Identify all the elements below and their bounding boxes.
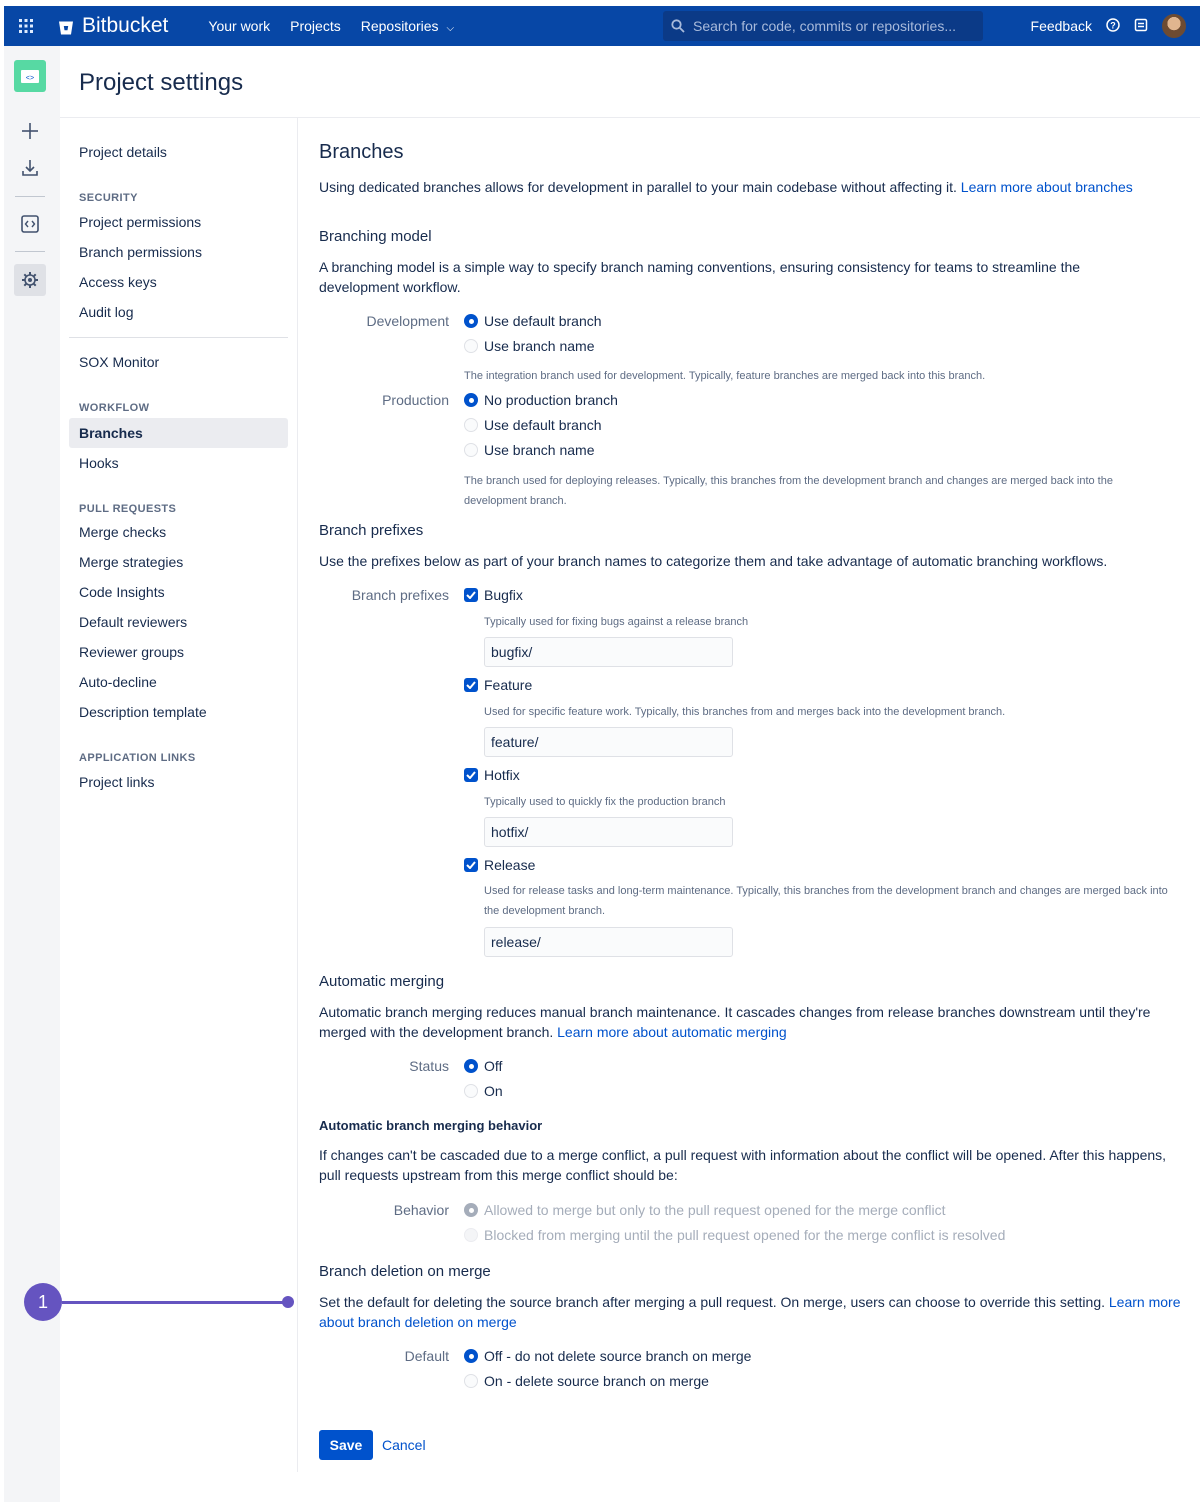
deletion-off-label: Off - do not delete source branch on merge	[484, 1348, 752, 1364]
deletion-on-option[interactable]	[464, 1373, 709, 1389]
sidebar-item-project-permissions[interactable]: Project permissions	[79, 214, 202, 230]
branches-intro-text: Using dedicated branches allows for development in parallel to your main codebase without affecting it.	[319, 179, 957, 195]
radio-unchecked[interactable]	[464, 443, 478, 457]
nav-projects[interactable]: Projects	[290, 18, 341, 34]
status-on-label: On	[484, 1083, 503, 1099]
automatic-merging-title: Automatic merging	[319, 973, 445, 990]
branch-deletion-desc-text: Set the default for deleting the source branch after merging a pull request. On merge, users can choose to override this setting.	[319, 1294, 1105, 1310]
sidebar-heading-workflow: WORKFLOW	[79, 402, 150, 414]
brand-name: Bitbucket	[82, 14, 169, 37]
sidebar-heading-application-links: APPLICATION LINKS	[79, 752, 196, 764]
prod-no-branch-label: No production branch	[484, 392, 618, 408]
learn-more-automatic-merging-link[interactable]: Learn more about automatic merging	[557, 1024, 787, 1040]
behavior-allowed-option[interactable]	[464, 1202, 946, 1218]
deletion-on-label: On - delete source branch on merge	[484, 1373, 709, 1389]
save-button[interactable]: Save	[319, 1430, 373, 1460]
feature-label: Feature	[484, 677, 533, 693]
radio-checked[interactable]	[464, 393, 478, 407]
svg-text:<>: <>	[25, 75, 35, 83]
radio-checked-disabled[interactable]	[464, 1203, 478, 1217]
development-label: Development	[366, 313, 449, 329]
deletion-off-option[interactable]	[464, 1348, 751, 1364]
settings-gear-icon[interactable]	[14, 264, 46, 296]
branch-deletion-desc	[319, 1292, 1189, 1332]
bugfix-label: Bugfix	[484, 587, 523, 603]
bugfix-prefix-input[interactable]	[484, 637, 733, 667]
checkbox-checked[interactable]	[464, 768, 478, 782]
feature-checkbox-row[interactable]	[464, 677, 532, 693]
automatic-merging-desc	[319, 1002, 1189, 1042]
search-input[interactable]	[693, 18, 973, 34]
feature-help: Used for specific feature work. Typically, this branches from and merges back into the development branch.	[484, 706, 1006, 718]
dev-use-name-option[interactable]	[464, 338, 595, 354]
hotfix-checkbox-row[interactable]	[464, 767, 520, 783]
merging-behavior-desc: If changes can't be cascaded due to a merge conflict, a pull request with information about the conflict will be opened. After this happens, pull requests upstream from this merge conflict should be:	[319, 1147, 1167, 1183]
prod-no-branch-option[interactable]	[464, 392, 618, 408]
branch-deletion-title: Branch deletion on merge	[319, 1263, 491, 1280]
branch-prefixes-desc: Use the prefixes below as part of your branch names to categorize them and take advantage of automatic branching workflows.	[319, 553, 1108, 569]
svg-text:?: ?	[1110, 20, 1116, 30]
prod-use-name-label: Use branch name	[484, 442, 595, 458]
sidebar-item-merge-strategies[interactable]: Merge strategies	[79, 554, 184, 570]
rail-divider	[15, 196, 45, 197]
bitbucket-logo[interactable]	[58, 14, 168, 38]
sidebar-item-auto-decline[interactable]: Auto-decline	[79, 674, 157, 690]
radio-unchecked[interactable]	[464, 339, 478, 353]
project-avatar-icon[interactable]	[14, 60, 46, 92]
branches-intro	[319, 177, 1189, 197]
sidebar-divider	[69, 337, 288, 338]
branch-prefixes-label: Branch prefixes	[351, 587, 449, 603]
search-icon	[671, 19, 685, 33]
checkbox-checked[interactable]	[464, 588, 478, 602]
download-icon[interactable]	[14, 152, 46, 184]
sidebar-item-merge-checks[interactable]: Merge checks	[79, 524, 167, 540]
cancel-link[interactable]: Cancel	[382, 1437, 426, 1453]
sidebar-item-access-keys[interactable]: Access keys	[79, 274, 157, 290]
app-switcher-icon[interactable]	[4, 18, 48, 34]
release-help: Used for release tasks and long-term maintenance. Typically, this branches from the development branch and changes are merged back into the development branch.	[484, 885, 1168, 917]
create-icon[interactable]	[14, 115, 46, 147]
learn-more-branches-link[interactable]: Learn more about branches	[960, 179, 1133, 195]
radio-unchecked-disabled[interactable]	[464, 1228, 478, 1242]
radio-unchecked[interactable]	[464, 1374, 478, 1388]
project-icon-rail	[4, 46, 60, 1502]
annotation-line	[62, 1301, 284, 1304]
bugfix-checkbox-row[interactable]	[464, 587, 523, 603]
sidebar-item-hooks[interactable]: Hooks	[79, 455, 119, 471]
dev-help-text: The integration branch used for development. Typically, feature branches are merged back into this branch.	[464, 370, 986, 382]
dev-use-default-option[interactable]	[464, 313, 602, 329]
branching-model-title: Branching model	[319, 228, 432, 245]
behavior-label: Behavior	[393, 1202, 449, 1218]
behavior-allowed-label: Allowed to merge but only to the pull request opened for the merge conflict	[484, 1202, 946, 1218]
default-label: Default	[404, 1348, 449, 1364]
prod-use-name-option[interactable]	[464, 442, 595, 458]
production-label: Production	[382, 392, 449, 408]
sidebar-heading-security: SECURITY	[79, 192, 138, 204]
chevron-down-icon: ⌵	[446, 23, 455, 34]
behavior-blocked-option[interactable]	[464, 1227, 1005, 1243]
annotation-dot	[282, 1296, 294, 1308]
sidebar-heading-pull-requests: PULL REQUESTS	[79, 503, 177, 515]
top-navigation	[4, 6, 1200, 46]
dev-use-name-label: Use branch name	[484, 338, 595, 354]
rail-divider	[15, 251, 45, 252]
sidebar-item-project-details[interactable]: Project details	[79, 144, 167, 160]
user-avatar[interactable]	[1162, 14, 1186, 38]
bugfix-help: Typically used for fixing bugs against a release branch	[484, 616, 749, 628]
nav-repositories-label: Repositories	[360, 18, 439, 34]
prod-use-default-label: Use default branch	[484, 417, 602, 433]
sidebar-item-project-links[interactable]: Project links	[79, 774, 155, 790]
search-box[interactable]	[663, 11, 983, 41]
notifications-icon[interactable]	[1134, 18, 1148, 35]
sidebar-divider-vertical	[297, 117, 298, 1472]
status-off-label: Off	[484, 1058, 503, 1074]
dev-use-default-label: Use default branch	[484, 313, 602, 329]
branching-model-desc: A branching model is a simple way to specify branch naming conventions, ensuring consistency for teams to streamline the development workflow.	[319, 259, 1081, 295]
hotfix-label: Hotfix	[484, 767, 520, 783]
status-label: Status	[409, 1058, 449, 1074]
hotfix-help: Typically used to quickly fix the production branch	[484, 796, 726, 808]
automatic-merging-desc-text: Automatic branch merging reduces manual branch maintenance. It cascades changes from release branches downstream until they're merged with the development branch.	[319, 1004, 1151, 1040]
branch-prefixes-title: Branch prefixes	[319, 522, 424, 539]
source-code-icon[interactable]	[14, 208, 46, 240]
nav-your-work[interactable]: Your work	[208, 18, 271, 34]
branches-title: Branches	[319, 141, 404, 163]
feedback-link[interactable]: Feedback	[1030, 18, 1092, 34]
sidebar-item-code-insights[interactable]: Code Insights	[79, 584, 165, 600]
radio-unchecked[interactable]	[464, 418, 478, 432]
sidebar-item-branch-permissions[interactable]: Branch permissions	[79, 244, 202, 260]
release-label: Release	[484, 857, 536, 873]
release-checkbox-row[interactable]	[464, 857, 535, 873]
sidebar-item-default-reviewers[interactable]: Default reviewers	[79, 614, 188, 630]
prod-use-default-option[interactable]	[464, 417, 602, 433]
checkbox-checked[interactable]	[464, 678, 478, 692]
help-icon[interactable]	[1106, 18, 1120, 35]
sidebar-item-audit-log[interactable]: Audit log	[79, 304, 134, 320]
sidebar-item-branches[interactable]: Branches	[69, 418, 288, 448]
sidebar-item-sox-monitor[interactable]: SOX Monitor	[79, 354, 160, 370]
status-on-option[interactable]	[464, 1083, 503, 1099]
status-off-option[interactable]	[464, 1058, 502, 1074]
sidebar-item-reviewer-groups[interactable]: Reviewer groups	[79, 644, 185, 660]
annotation-marker: 1	[24, 1283, 62, 1321]
behavior-blocked-label: Blocked from merging until the pull request opened for the merge conflict is resolved	[484, 1227, 1006, 1243]
header-divider	[60, 117, 1200, 118]
bitbucket-icon	[58, 18, 74, 34]
hotfix-prefix-input[interactable]	[484, 817, 733, 847]
feature-prefix-input[interactable]	[484, 727, 733, 757]
checkbox-checked[interactable]	[464, 858, 478, 872]
learn-more-branch-deletion-link[interactable]: Learn more about branch deletion on merge	[319, 1294, 1181, 1330]
release-prefix-input[interactable]	[484, 927, 733, 957]
page-title: Project settings	[79, 69, 244, 96]
radio-checked[interactable]	[464, 1349, 478, 1363]
radio-checked[interactable]	[464, 1059, 478, 1073]
merging-behavior-title: Automatic branch merging behavior	[319, 1118, 543, 1133]
radio-unchecked[interactable]	[464, 1084, 478, 1098]
sidebar-item-description-template[interactable]: Description template	[79, 704, 207, 720]
nav-repositories[interactable]	[361, 18, 454, 34]
prod-help-text: The branch used for deploying releases. Typically, this branches from the development branch and changes are merged back into the development branch.	[464, 475, 1113, 507]
radio-checked[interactable]	[464, 314, 478, 328]
